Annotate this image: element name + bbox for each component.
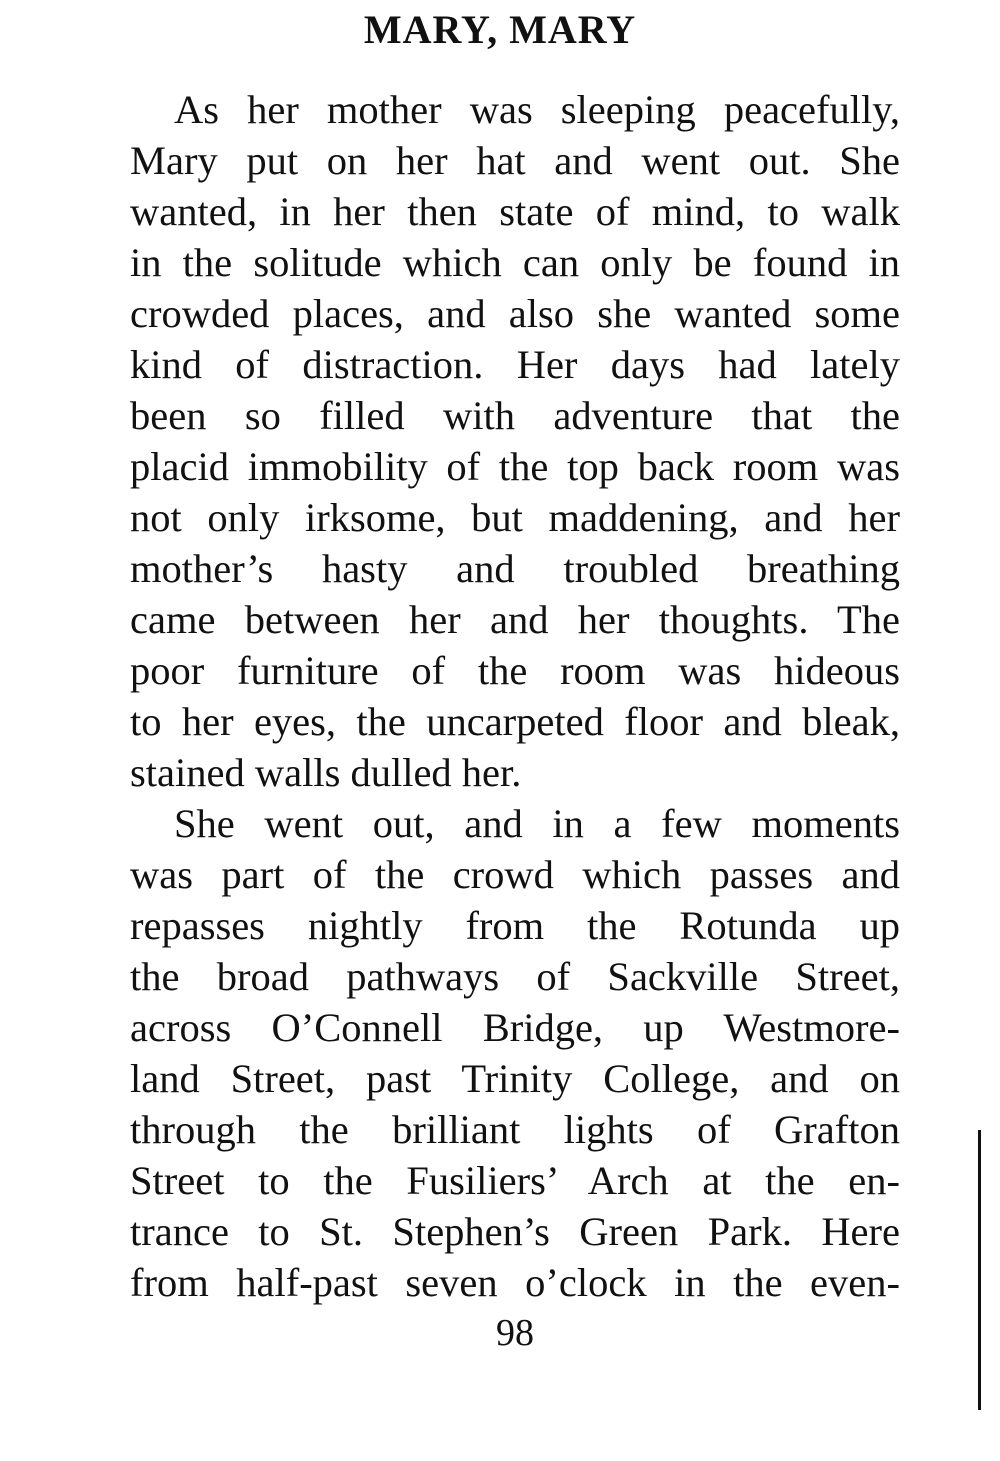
paragraph-2 bbox=[130, 798, 900, 1308]
text-line: stained walls dulled her. bbox=[130, 750, 522, 795]
paragraph-1 bbox=[130, 84, 900, 798]
text-line: trance to St. Stephen’s Green Park. Here bbox=[130, 1209, 900, 1254]
text-line: poor furniture of the room was hideous bbox=[130, 648, 900, 693]
text-line: wanted, in her then state of mind, to walk bbox=[130, 189, 900, 234]
text-line: mother’s hasty and troubled breathing bbox=[130, 546, 900, 591]
text-line: across O’Connell Bridge, up Westmore- bbox=[130, 1005, 900, 1050]
text-line: Mary put on her hat and went out. She bbox=[130, 138, 900, 183]
text-line: was part of the crowd which passes and bbox=[130, 852, 900, 897]
text-line: been so filled with adventure that the bbox=[130, 393, 900, 438]
text-line: crowded places, and also she wanted some bbox=[130, 291, 900, 336]
text-line: placid immobility of the top back room was bbox=[130, 444, 900, 489]
text-line: kind of distraction. Her days had lately bbox=[130, 342, 900, 387]
text-line: not only irksome, but maddening, and her bbox=[130, 495, 900, 540]
text-line: land Street, past Trinity College, and on bbox=[130, 1056, 900, 1101]
body-text bbox=[130, 84, 900, 1308]
text-line: repasses nightly from the Rotunda up bbox=[130, 903, 900, 948]
text-line: through the brilliant lights of Grafton bbox=[130, 1107, 900, 1152]
text-line: the broad pathways of Sackville Street, bbox=[130, 954, 900, 999]
page-number: 98 bbox=[496, 1312, 534, 1354]
text-line: She went out, and in a few moments bbox=[174, 801, 900, 846]
text-line: Street to the Fusiliers’ Arch at the en- bbox=[130, 1158, 900, 1203]
text-line: As her mother was sleeping peacefully, bbox=[174, 87, 900, 132]
text-line: from half-past seven o’clock in the even- bbox=[130, 1260, 900, 1305]
running-head: MARY, MARY bbox=[363, 7, 637, 52]
text-line: to her eyes, the uncarpeted floor and bleak, bbox=[130, 699, 900, 744]
scan-edge-line bbox=[978, 1130, 981, 1410]
text-line: in the solitude which can only be found in bbox=[130, 240, 900, 285]
text-line: came between her and her thoughts. The bbox=[130, 597, 900, 642]
